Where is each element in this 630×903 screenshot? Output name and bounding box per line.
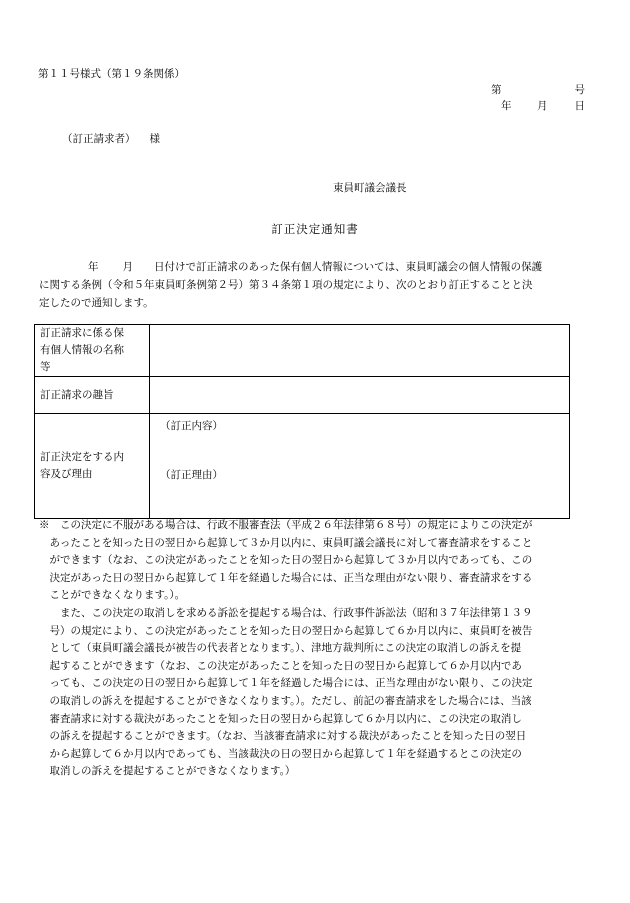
note-line: として（東員町議会議長が被告の代表者となります。）、津地方裁判所にこの決定の取消しの訴えを提: [39, 642, 522, 655]
body-line-1-text: 日付けで訂正請求のあった保有個人情報については、東員町議会の個人情報の保護: [154, 261, 543, 273]
date-day: 日: [574, 100, 585, 112]
note-line: 審査請求に対する裁決があったことを知った日の翌日から起算して６か月以内に、この決定の取消し: [39, 712, 522, 725]
addressee: [62, 131, 160, 146]
body-line-3: 定したので通知します。: [39, 297, 154, 309]
correction-reason-label: （訂正理由）: [160, 469, 223, 481]
note-line: 起することができます（なお、この決定があったことを知った日の翌日から起算して６か月以内であ: [39, 659, 522, 672]
note-line: ができます（なお、この決定があったことを知った日の翌日から起算して３か月以内であっても、この: [39, 554, 533, 567]
note-line: の取消しの訴えを提起することができなくなります。）。ただし、前記の審査請求をした場合には、当該: [39, 694, 532, 707]
label-request-purpose: 訂正請求の趣旨: [35, 377, 150, 414]
note-line: ※ この決定に不服がある場合は、行政不服審査法（平成２６年法律第６８号）の規定によりこの決定が: [39, 519, 533, 531]
correction-content-label: （訂正内容）: [160, 420, 223, 432]
note-line: ことができなくなります。）。: [39, 589, 186, 602]
table-row: [35, 325, 570, 377]
doc-number-prefix: 第: [491, 84, 502, 96]
label-decision-content-reason: 訂正決定をする内 容及び理由: [35, 414, 150, 519]
notice-body: [39, 258, 587, 312]
note-line: 決定があった日の翌日から起算して１年を経過した場合には、正当な理由がない限り、審査請求をする: [39, 571, 533, 584]
note-line: から起算して６か月以内であっても、当該裁決の日の翌日から起算して１年を経過するとこの決定の: [39, 747, 522, 760]
value-personal-info-name: [150, 325, 570, 377]
note-line: 号）の規定により、この決定があったことを知った日の翌日から起算して６か月以内に、東員町を被告: [39, 624, 533, 637]
body-line-2: に関する条例（令和５年東員町条例第２号）第３４条第１項の規定により、次のとおり訂正することと決: [39, 279, 533, 291]
note-line: 取消しの訴えを提起することができなくなります。）: [39, 765, 296, 778]
correction-table: [34, 324, 570, 519]
appeal-notice: [39, 517, 594, 781]
note-line: また、この決定の取消しを求める訴訟を提起する場合は、行政事件訴訟法（昭和３７年法律第１３９: [39, 606, 533, 619]
value-decision-content-reason: [150, 414, 570, 519]
date-month: 月: [537, 100, 548, 112]
body-month: 月: [122, 261, 133, 273]
note-line: あったことを知った日の翌日から起算して３か月以内に、東員町議会議長に対して審査請求をすること: [39, 536, 533, 549]
doc-number-suffix: 号: [574, 84, 585, 96]
table-row: [35, 377, 570, 414]
note-line: っても、この決定の日の翌日から起算して１年を経過した場合には、正当な理由がない限り、この決定: [39, 677, 533, 690]
form-number: 第１１号様式（第１９条関係）: [38, 68, 185, 80]
sender: 東員町議会議長: [333, 182, 407, 194]
note-line: の訴えを提起することができます。（なお、当該審査請求に対する裁決があったことを知った日の翌日: [39, 730, 527, 743]
document-title: 訂正決定通知書: [271, 222, 359, 236]
table-row: [35, 414, 570, 519]
addressee-name: （訂正請求者）: [62, 133, 136, 145]
body-year: 年: [88, 261, 99, 273]
label-personal-info-name: 訂正請求に係る保 有個人情報の名称 等: [35, 325, 150, 377]
body-line-1: [39, 258, 587, 276]
addressee-honorific: 様: [149, 133, 160, 145]
value-request-purpose: [150, 377, 570, 414]
date-year: 年: [501, 100, 512, 112]
